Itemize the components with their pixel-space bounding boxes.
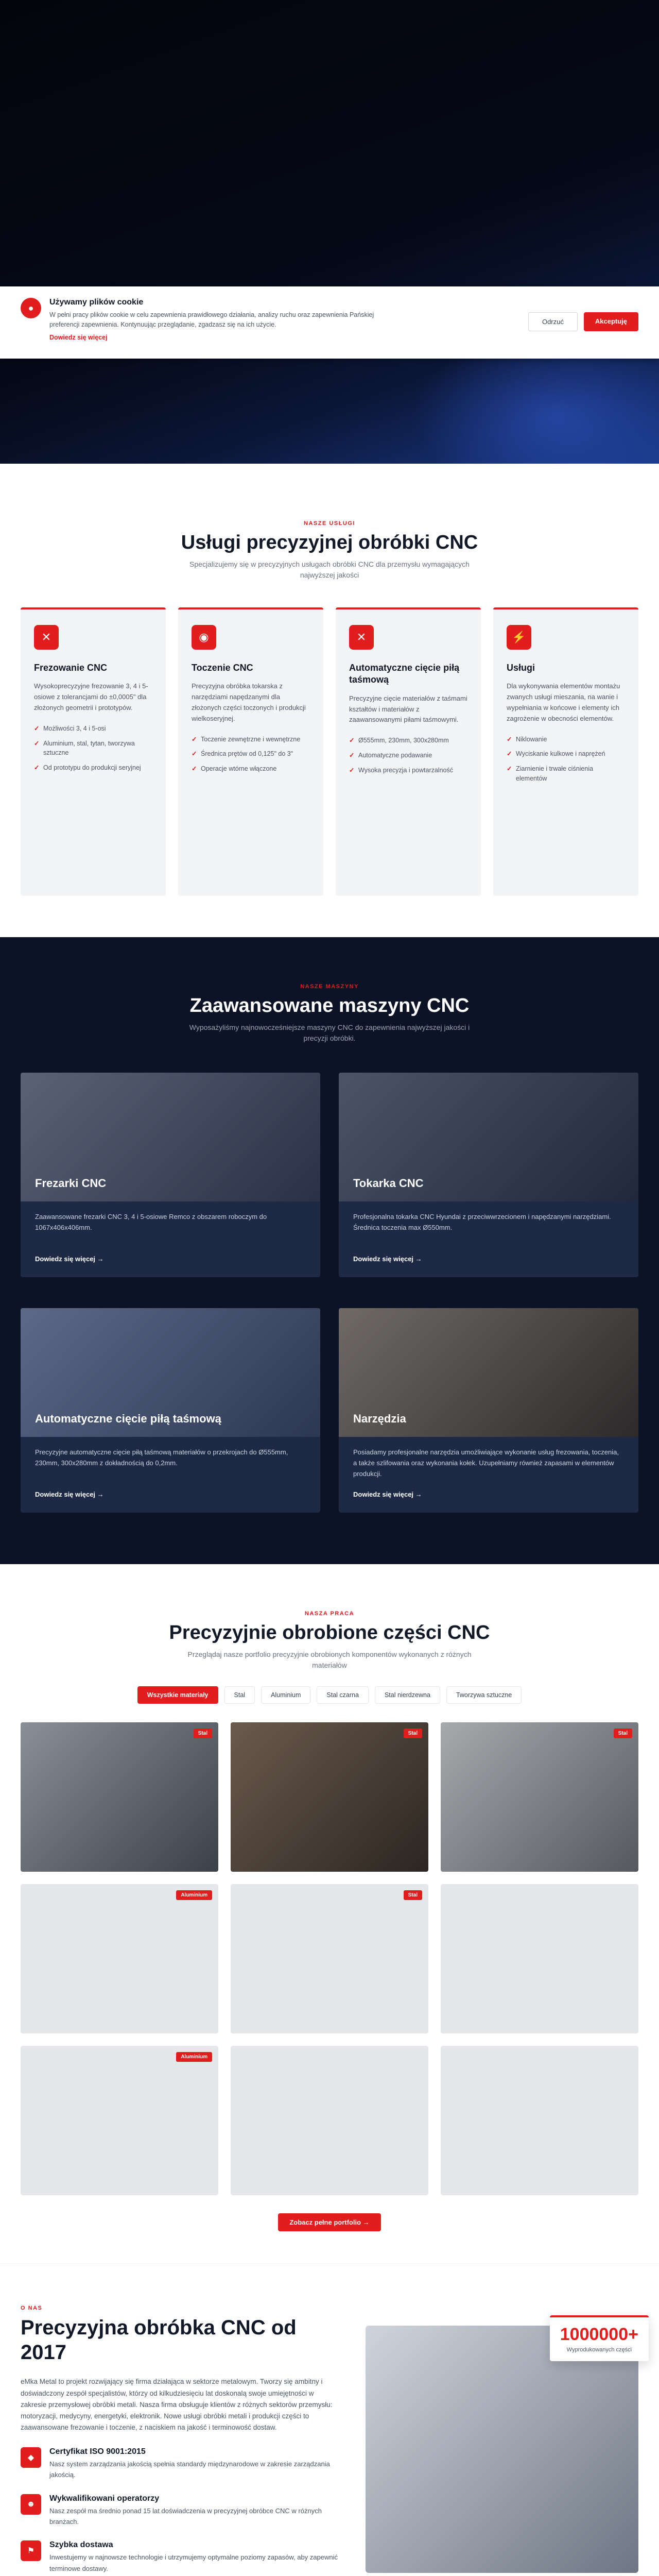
about-feature [21,2540,340,2574]
portfolio-item[interactable] [231,2046,428,2195]
service-bullets [34,724,152,773]
service-text: Precyzyjna obróbka tokarska z narzędziami napędzanymi dla złożonych części toczonych i produkcji wielkoseryjnej. [192,682,306,722]
machine-body [21,1201,320,1277]
machine-body [21,1437,320,1513]
material-badge: Aluminium [176,2052,212,2062]
service-bullets [192,735,310,774]
portfolio-kicker: NASZA PRACA [304,1611,355,1617]
machine-body [339,1437,638,1513]
cookie-icon: ● [21,298,41,318]
services-section [0,464,659,937]
portfolio-tab[interactable]: Aluminium [261,1686,310,1704]
service-title: Frezowanie CNC [34,663,108,673]
portfolio-tab[interactable]: Stal czarna [317,1686,369,1704]
material-badge: Stal [194,1728,212,1738]
machine-image [21,1073,320,1201]
stat-parts-value: 1000000+ [560,2325,638,2345]
about-feature [21,2447,340,2481]
service-bullet: ✓ Ziarnienie i trwałe ciśnienia elementów [507,764,625,784]
service-bullet: ✓ Operacje wtórne włączone [192,764,310,774]
feature-title: Szybka dostawa [49,2540,113,2550]
portfolio-subtitle: Przeglądaj nasze portfolio precyzyjnie obrobionych komponentów wykonanych z różnych materiałów [187,1650,472,1670]
machines-subtitle: Wyposażyliśmy najnowocześniejsze maszyny CNC do zapewnienia najwyższej jakości i precyzji obróbki. [189,1023,470,1042]
services-subtitle: Specjalizujemy się w precyzyjnych usługach obróbki CNC dla przemysłu wymagających najwyższej jakości [189,560,470,579]
machine-image [339,1073,638,1201]
portfolio-tab[interactable]: Stal nierdzewna [375,1686,440,1704]
machine-text: Posiadamy profesjonalne narzędzia umożliwiające wykonanie usług frezowania, toczenia, a także szlifowania oraz wykonania kołek. Uzupełniamy również zapasami w elementów produkcji. [353,1448,619,1478]
machine-card [339,1073,638,1277]
feature-text: Inwestujemy w najnowsze technologie i utrzymujemy optymalne poziomy zapasów, aby zapewnić terminowe dostawy. [49,2553,338,2572]
cookie-accept-button[interactable]: Akceptuję [584,312,638,331]
service-title: Toczenie CNC [192,663,253,673]
services-title: Usługi precyzyjnej obróbki CNC [181,532,478,553]
feature-text: Nasz system zarządzania jakością spełnia standardy międzynarodowe w zakresie zarządzania jakością. [49,2460,330,2479]
portfolio-item[interactable] [21,1722,218,1872]
about-kicker: O NAS [21,2305,43,2312]
machines-title: Zaawansowane maszyny CNC [189,995,470,1016]
machine-more-link[interactable]: Dowiedz się więcej → [35,1255,104,1263]
about-title: Precyzyjna obróbka CNC od 2017 [21,2316,297,2364]
portfolio-item[interactable] [21,2046,218,2195]
machines-grid [21,1073,638,1513]
stat-parts-label: Wyprodukowanych części [566,2347,632,2353]
portfolio-item[interactable] [441,1722,638,1872]
service-text: Dla wykonywania elementów montażu zwanych usługi mieszania, na wanie i wypełniania w końcowe i elementy ich zagrożenie w obecności elementów. [507,682,620,722]
service-bullet: ✓ Aluminium, stal, tytan, tworzywa sztuczne [34,739,152,758]
service-text: Precyzyjne cięcie materiałów z taśmami kształtów i materiałów z zaawansowanymi piłami taśmowymi. [349,694,467,724]
cookie-more-link[interactable]: Dowiedz się więcej [49,333,108,341]
lathe-icon: ◉ [192,625,216,650]
service-bullet: ✓ Niklowanie [507,735,625,744]
portfolio-tabs [21,1686,638,1704]
machine-more-link[interactable]: Dowiedz się więcej → [353,1255,422,1263]
about-section [0,2263,659,2576]
cookie-text: W pełni pracy plików cookie w celu zapewnienia prawidłowego działania, analizy ruchu oraz zapewnienia Pańskiej preferencji zapewnienia. Kontynuując przeglądanie, zgadzasz się na ich użycie. [49,311,374,328]
service-card[interactable] [493,607,638,896]
machine-text: Profesjonalna tokarka CNC Hyundai z przeciwwrzecionem i napędzanymi narzędziami. Średnica toczenia max Ø550mm. [353,1213,611,1231]
stat-parts [550,2315,649,2361]
material-badge: Aluminium [176,1890,212,1900]
portfolio-item[interactable] [21,1884,218,2033]
service-bullets [507,735,625,784]
portfolio-section [0,1564,659,2263]
machines-section [0,937,659,1564]
machine-more-link[interactable]: Dowiedz się więcej → [35,1490,104,1498]
about-image-blinds [366,2326,638,2573]
machines-kicker: NASZE MASZYNY [300,984,359,990]
operator-icon: ☻ [21,2494,41,2515]
service-bullet: ✓ Od prototypu do produkcji seryjnej [34,763,152,773]
portfolio-tab[interactable]: Tworzywa sztuczne [446,1686,522,1704]
machine-text: Zaawansowane frezarki CNC 3, 4 i 5-osiowe Remco z obszarem roboczym do 1067x406x406mm. [35,1213,267,1231]
cookie-reject-button[interactable]: Odrzuć [528,312,578,331]
machine-name: Frezarki CNC [35,1177,107,1190]
portfolio-item[interactable] [231,1722,428,1872]
machine-text: Precyzyjne automatyczne cięcie piłą taśmową materiałów o przekrojach do Ø555mm, 230mm, 300x280mm z dokładnością do 0,2mm. [35,1448,288,1467]
feature-title: Certyfikat ISO 9001:2015 [49,2447,146,2456]
lightning-icon: ⚡ [507,625,531,650]
portfolio-grid [21,1722,638,2195]
service-text: Wysokoprecyzyjne frezowanie 3, 4 i 5-osiowe z tolerancjami do ±0,0005" dla złożonych geometrii i prototypów. [34,682,148,711]
machine-card [21,1073,320,1277]
machine-name: Tokarka CNC [353,1177,424,1190]
machine-body [339,1201,638,1277]
machine-card [21,1308,320,1513]
portfolio-title: Precyzyjnie obrobione części CNC [169,1622,490,1644]
service-bullet: ✓ Średnica prętów od 0,125" do 3" [192,749,310,759]
service-bullet: ✓ Ø555mm, 230mm, 300x280mm [349,736,467,745]
portfolio-tab[interactable]: Stal [224,1686,255,1704]
delivery-icon: ⚑ [21,2540,41,2561]
feature-text: Nasz zespół ma średnio ponad 15 lat doświadczenia w precyzyjnej obróbce CNC w różnych branżach. [49,2506,322,2526]
service-bullet: ✓ Automatyczne podawanie [349,751,467,760]
services-grid [21,607,638,896]
machine-card [339,1308,638,1513]
cookie-banner [0,286,659,359]
service-bullets [349,736,467,775]
portfolio-button[interactable]: Zobacz pełne portfolio → [278,2213,380,2231]
about-text: eMka Metal to projekt rozwijający się firma działająca w sektorze metalowym. Tworzy się ambitny i doświadczony zespół specjalistów, którzy od kilkudziesięciu lat doskonalą swoje umiejętności w zakresie przemysłowej obróbki metali. Nasza firma obsługuje klientów z różnych sektorów przemysłu: motoryzacji, medycyny, energetyki, elektronik. Nowe usługi obróbki metali i produkcji części to zaawansowane frezowanie i toczenie, z naciskiem na jakość i terminowość dostaw. [21,2378,333,2432]
service-title: Automatyczne cięcie piłą taśmową [349,663,460,685]
about-feature [21,2494,340,2528]
portfolio-item[interactable] [441,1884,638,2033]
machine-image [21,1308,320,1437]
service-title: Usługi [507,663,535,673]
portfolio-item[interactable] [231,1884,428,2033]
service-bullet: ✓ Wyciskanie kulkowe i naprężeń [507,749,625,759]
tools-icon: ✕ [34,625,59,650]
portfolio-tab[interactable]: Wszystkie materiały [137,1686,218,1704]
certificate-icon: ◆ [21,2447,41,2468]
machine-name: Narzędzia [353,1412,406,1425]
service-bullet: ✓ Możliwości 3, 4 i 5-osi [34,724,152,734]
material-badge: Stal [404,1728,422,1738]
machine-name: Automatyczne cięcie piłą taśmową [35,1412,221,1425]
portfolio-item[interactable] [441,2046,638,2195]
machine-image [339,1308,638,1437]
service-card[interactable] [336,607,481,896]
service-card[interactable] [178,607,323,896]
feature-title: Wykwalifikowani operatorzy [49,2494,160,2503]
about-features [21,2447,340,2574]
saw-icon: ✕ [349,625,374,650]
services-kicker: NASZE USŁUGI [304,520,355,527]
service-bullet: ✓ Toczenie zewnętrzne i wewnętrzne [192,735,310,744]
material-badge: Stal [614,1728,632,1738]
machine-more-link[interactable]: Dowiedz się więcej → [353,1490,422,1499]
service-card[interactable] [21,607,166,896]
hero-section [0,0,659,464]
service-bullet: ✓ Wysoka precyzja i powtarzalność [349,766,467,775]
material-badge: Stal [404,1890,422,1900]
cookie-title: Używamy plików cookie [49,298,144,307]
